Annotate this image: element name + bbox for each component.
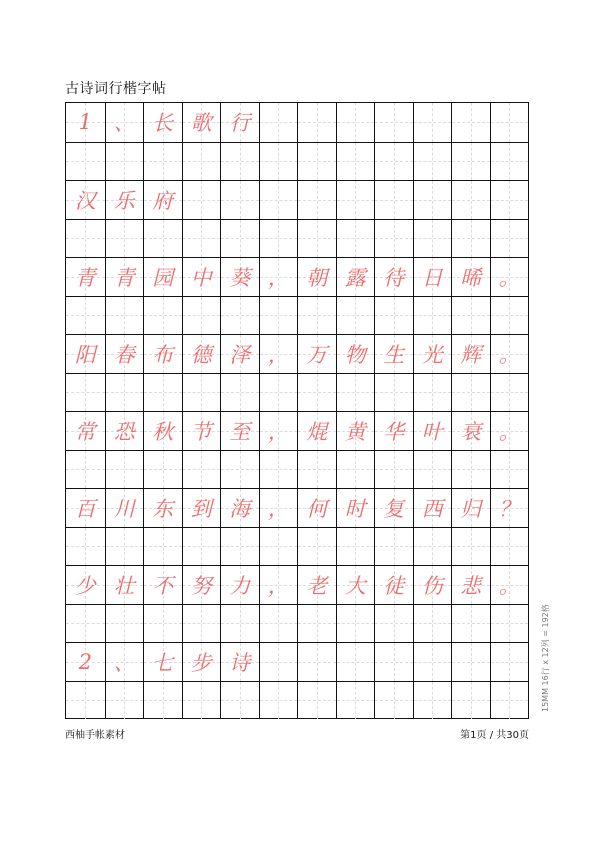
grid-cell [413,220,452,258]
grid-cell [374,258,413,296]
cell-character: 德 [190,342,212,367]
grid-cell [297,528,336,566]
grid-cell [220,181,259,219]
cell-character: 春 [113,342,135,367]
cell-character: 生 [383,342,405,367]
grid-cell [297,220,336,258]
cell-character: 1 [78,110,92,135]
grid-cell [143,103,182,142]
cell-character: ， [267,265,289,290]
grid-cell [413,374,452,412]
grid-cell [451,451,490,489]
cell-character: 叶 [421,419,443,444]
grid-cell [451,374,490,412]
grid-cell [490,489,529,527]
grid-cell [451,643,490,681]
cell-character: 七 [152,650,174,675]
grid-cell [490,682,529,720]
grid-cell [143,605,182,643]
grid-cell [451,566,490,604]
grid-cell [374,643,413,681]
grid-cell [259,258,298,296]
grid-cell [105,643,144,681]
grid-cell [105,103,144,142]
grid-cell [297,566,336,604]
grid-cell [182,258,221,296]
cell-character: 。 [498,573,520,598]
grid-cell [297,489,336,527]
cell-character: 努 [190,573,212,598]
grid-cell [143,566,182,604]
grid-cell [413,258,452,296]
grid-cell [297,682,336,720]
grid-row [66,142,528,181]
grid-cell [220,605,259,643]
grid-cell [336,566,375,604]
cell-character: 辉 [460,342,482,367]
cell-character: 。 [498,419,520,444]
grid-cell [220,220,259,258]
grid-cell [105,181,144,219]
grid-cell [297,335,336,373]
grid-cell [490,528,529,566]
cell-character: 何 [306,496,328,521]
grid-cell [259,143,298,181]
grid-cell [374,682,413,720]
grid-cell [259,181,298,219]
grid-cell [182,412,221,450]
grid-cell [66,643,105,681]
cell-character: 朝 [306,265,328,290]
grid-cell [259,297,298,335]
grid-cell [374,297,413,335]
cell-character: 百 [74,496,96,521]
cell-character: 复 [383,496,405,521]
cell-character: 府 [152,188,174,213]
grid-cell [66,335,105,373]
grid-cell [182,605,221,643]
grid-cell [105,220,144,258]
grid-cell [182,181,221,219]
grid-cell [413,297,452,335]
grid-cell [143,412,182,450]
cell-character: 2 [78,649,92,674]
cell-character: ？ [498,496,520,521]
grid-row [66,219,528,258]
grid-cell [413,605,452,643]
grid-cell [451,258,490,296]
cell-character: 。 [498,342,520,367]
grid-cell [105,682,144,720]
grid-cell [451,489,490,527]
grid-cell [259,605,298,643]
grid-cell [413,335,452,373]
grid-cell [490,103,529,142]
grid-cell [143,143,182,181]
grid-cell [374,412,413,450]
cell-character: 葵 [229,265,251,290]
grid-cell [259,103,298,142]
cell-character: 川 [113,496,135,521]
grid-row [66,334,528,373]
grid-cell [297,374,336,412]
grid-cell [490,258,529,296]
cell-character: 待 [383,265,405,290]
grid-row [66,180,528,219]
copybook-grid [65,102,529,719]
cell-character: 青 [74,265,96,290]
cell-character: 时 [344,496,366,521]
grid-cell [105,374,144,412]
grid-cell [220,297,259,335]
cell-character: 衰 [460,419,482,444]
grid-cell [259,451,298,489]
grid-cell [336,103,375,142]
grid-row [66,103,528,142]
grid-cell [374,451,413,489]
grid-cell [66,143,105,181]
grid-row [66,681,528,720]
grid-row [66,565,528,604]
grid-cell [143,335,182,373]
grid-cell [490,220,529,258]
cell-character: 泽 [229,342,251,367]
cell-character: 黄 [344,419,366,444]
grid-cell [259,412,298,450]
grid-cell [374,143,413,181]
grid-row [66,527,528,566]
grid-cell [220,489,259,527]
grid-cell [66,451,105,489]
grid-cell [413,103,452,142]
grid-cell [105,566,144,604]
grid-cell [413,181,452,219]
cell-character: 晞 [460,265,482,290]
grid-cell [182,528,221,566]
grid-cell [336,297,375,335]
grid-row [66,604,528,643]
grid-cell [374,181,413,219]
grid-cell [259,528,298,566]
grid-cell [105,412,144,450]
grid-cell [143,374,182,412]
cell-character: 焜 [306,419,328,444]
grid-cell [336,528,375,566]
grid-cell [66,566,105,604]
grid-cell [66,181,105,219]
grid-cell [220,643,259,681]
grid-cell [490,181,529,219]
cell-character: 布 [152,342,174,367]
cell-character: 行 [229,111,251,136]
grid-row [66,642,528,681]
grid-cell [297,605,336,643]
grid-cell [182,103,221,142]
cell-character: 徒 [383,573,405,598]
page-title: 古诗词行楷字帖 [65,81,167,97]
grid-cell [297,643,336,681]
grid-cell [105,143,144,181]
grid-cell [143,220,182,258]
cell-character: 、 [113,111,135,136]
cell-character: 大 [344,573,366,598]
cell-character: 诗 [229,650,251,675]
cell-character: 常 [74,419,96,444]
grid-cell [143,489,182,527]
grid-cell [451,297,490,335]
cell-character: ， [267,419,289,444]
grid-cell [413,412,452,450]
grid-cell [336,605,375,643]
grid-cell [259,566,298,604]
cell-character: 不 [152,573,174,598]
grid-row [66,488,528,527]
grid-cell [66,103,105,142]
grid-cell [105,258,144,296]
cell-character: 青 [113,265,135,290]
grid-cell [220,258,259,296]
cell-character: 长 [152,111,174,136]
grid-cell [143,682,182,720]
grid-cell [259,220,298,258]
grid-cell [374,220,413,258]
grid-cell [336,374,375,412]
grid-cell [451,682,490,720]
cell-character: 乐 [113,188,135,213]
cell-character: 东 [152,496,174,521]
grid-cell [143,451,182,489]
grid-cell [220,682,259,720]
grid-cell [336,682,375,720]
cell-character: 中 [190,265,212,290]
grid-cell [105,451,144,489]
grid-cell [336,412,375,450]
grid-cell [490,451,529,489]
grid-cell [182,489,221,527]
cell-character: 物 [344,342,366,367]
grid-cell [105,528,144,566]
grid-cell [413,643,452,681]
grid-cell [182,297,221,335]
grid-cell [143,297,182,335]
grid-cell [490,643,529,681]
grid-cell [259,489,298,527]
grid-cell [105,335,144,373]
grid-cell [182,220,221,258]
grid-cell [297,297,336,335]
cell-character: 西 [421,496,443,521]
cell-character: 光 [421,342,443,367]
grid-cell [259,682,298,720]
cell-character: 汉 [74,188,96,213]
cell-character: ， [267,573,289,598]
cell-character: 至 [229,419,251,444]
grid-cell [451,143,490,181]
cell-character: 阳 [74,342,96,367]
grid-cell [66,605,105,643]
grid-cell [413,451,452,489]
cell-character: 日 [421,265,443,290]
grid-cell [220,335,259,373]
grid-cell [451,605,490,643]
footer-brand: 西柚手帐素材 [65,730,125,741]
cell-character: 伤 [421,573,443,598]
grid-cell [490,374,529,412]
cell-character: ， [267,496,289,521]
grid-cell [66,374,105,412]
grid-cell [66,528,105,566]
grid-cell [143,528,182,566]
grid-cell [336,258,375,296]
grid-cell [413,143,452,181]
grid-cell [336,451,375,489]
cell-character: ， [267,342,289,367]
cell-character: 到 [190,496,212,521]
grid-cell [259,374,298,412]
grid-cell [451,181,490,219]
grid-cell [336,181,375,219]
cell-character: 万 [306,342,328,367]
grid-cell [413,528,452,566]
grid-cell [220,566,259,604]
grid-cell [413,566,452,604]
grid-cell [297,258,336,296]
grid-cell [297,143,336,181]
cell-character: 恐 [113,419,135,444]
grid-cell [490,335,529,373]
grid-cell [297,103,336,142]
page-counter: 第1页 / 共30页 [460,730,529,741]
grid-cell [143,643,182,681]
grid-cell [413,682,452,720]
grid-cell [297,451,336,489]
grid-cell [105,489,144,527]
grid-cell [297,181,336,219]
grid-cell [182,335,221,373]
grid-cell [374,103,413,142]
cell-character: 华 [383,419,405,444]
grid-cell [259,335,298,373]
grid-cell [220,374,259,412]
grid-cell [451,220,490,258]
grid-cell [143,181,182,219]
grid-cell [336,643,375,681]
grid-cell [490,412,529,450]
grid-cell [336,335,375,373]
cell-character: 步 [190,650,212,675]
grid-cell [336,220,375,258]
grid-cell [182,566,221,604]
grid-cell [374,489,413,527]
grid-cell [374,335,413,373]
cell-character: 。 [498,265,520,290]
cell-character: 少 [74,573,96,598]
cell-character: 老 [306,573,328,598]
grid-cell [220,143,259,181]
cell-character: 壮 [113,573,135,598]
grid-cell [220,451,259,489]
grid-cell [220,103,259,142]
grid-cell [490,143,529,181]
grid-cell [374,605,413,643]
grid-cell [182,451,221,489]
grid-cell [336,489,375,527]
grid-row [66,411,528,450]
grid-cell [451,103,490,142]
grid-cell [490,297,529,335]
grid-cell [66,258,105,296]
grid-cell [182,643,221,681]
grid-cell [259,643,298,681]
grid-cell [490,566,529,604]
grid-cell [490,605,529,643]
grid-cell [105,297,144,335]
grid-row [66,373,528,412]
cell-character: 力 [229,573,251,598]
cell-character: 归 [460,496,482,521]
grid-cell [451,335,490,373]
grid-cell [66,412,105,450]
grid-cell [66,489,105,527]
cell-character: 园 [152,265,174,290]
cell-character: 歌 [190,111,212,136]
grid-cell [451,412,490,450]
grid-cell [374,374,413,412]
grid-cell [297,412,336,450]
grid-row [66,257,528,296]
grid-cell [143,258,182,296]
grid-cell [336,143,375,181]
grid-cell [66,220,105,258]
grid-cell [182,374,221,412]
cell-character: 、 [113,650,135,675]
grid-cell [413,489,452,527]
cell-character: 悲 [460,573,482,598]
grid-row [66,296,528,335]
grid-cell [182,682,221,720]
grid-cell [66,297,105,335]
grid-cell [105,605,144,643]
grid-cell [220,528,259,566]
cell-character: 节 [190,419,212,444]
grid-cell [451,528,490,566]
grid-cell [374,566,413,604]
grid-cell [182,143,221,181]
cell-character: 露 [344,265,366,290]
grid-spec-note: 15MM 16行 x 12列 = 192格 [541,604,550,712]
grid-row [66,450,528,489]
grid-cell [374,528,413,566]
cell-character: 秋 [152,419,174,444]
grid-cell [220,412,259,450]
cell-character: 海 [229,496,251,521]
grid-cell [66,682,105,720]
